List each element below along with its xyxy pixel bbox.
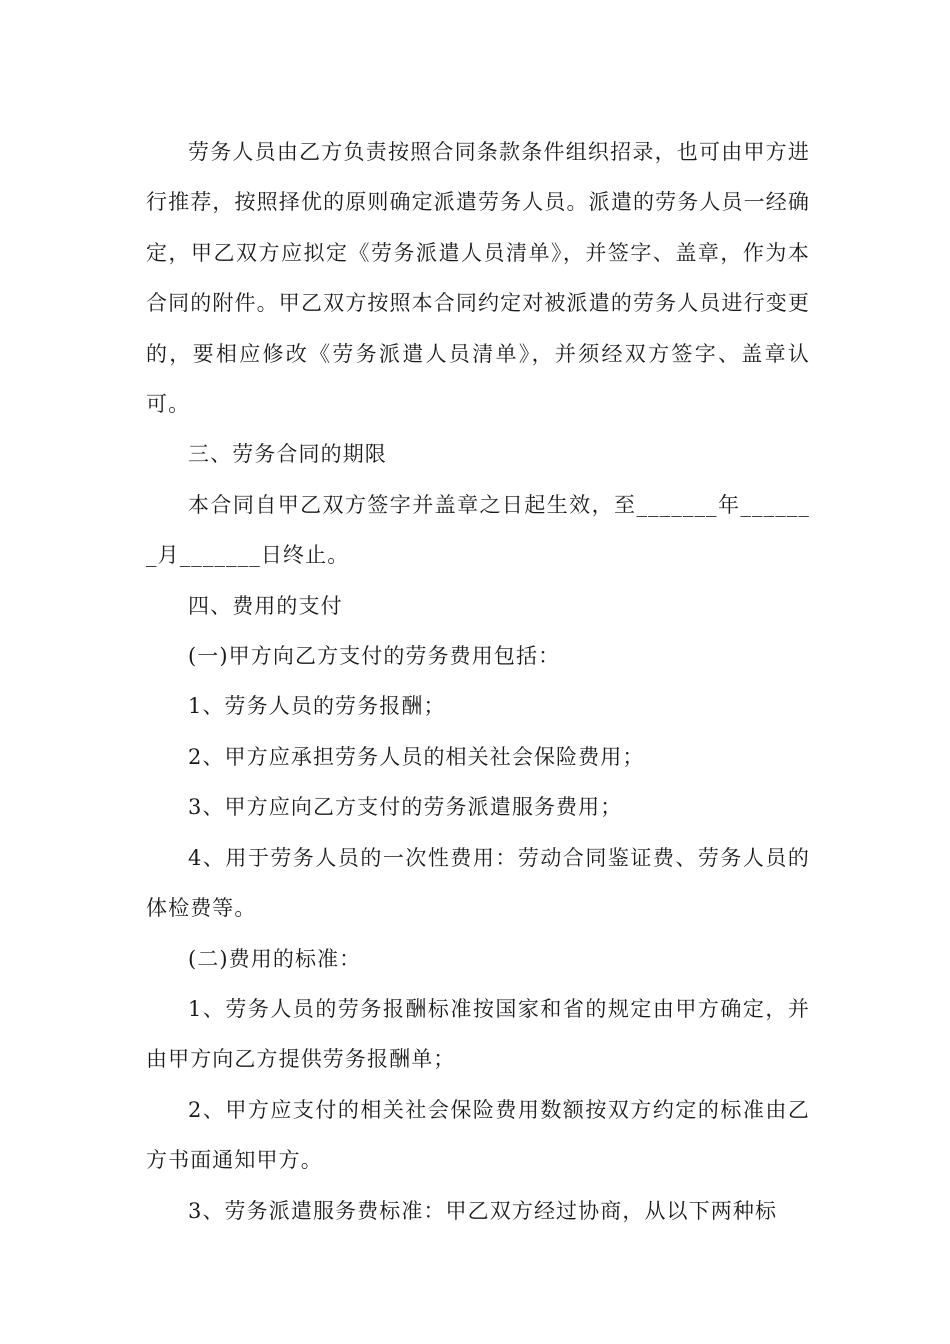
subsection-heading-fee-items: (一)甲方向乙方支付的劳务费用包括： [188,644,561,669]
list-item-fee-3: 3、甲方应向乙方支付的劳务派遣服务费用； [188,795,623,820]
subsection-heading-fee-standard: (二)费用的标准： [188,946,362,971]
list-item-fee-4: 4、用于劳务人员的一次性费用：劳动合同鉴证费、劳务人员的体检费等。 [146,845,810,921]
section-heading-payment: 四、费用的支付 [188,593,343,618]
list-item-fee-2: 2、甲方应承担劳务人员的相关社会保险费用； [188,744,645,769]
document-body [146,127,810,1236]
list-item-standard-3: 3、劳务派遣服务费标准：甲乙双方经过协商，从以下两种标 [188,1198,778,1223]
paragraph-staff-recruitment: 劳务人员由乙方负责按照合同条款条件组织招录，也可由甲方进行推荐，按照择优的原则确定派遣劳务人员。派遣的劳务人员一经确定，甲乙双方应拟定《劳务派遣人员清单》，并签字、盖章，作为本合同的附件。甲乙双方按照本合同约定对被派遣的劳务人员进行变更的，要相应修改《劳务派遣人员清单》，并须经双方签字、盖章认可。 [146,140,810,417]
paragraph-contract-term: 本合同自甲乙双方签字并盖章之日起生效，至_______年_______月_______日终止。 [146,492,810,568]
section-heading-contract-term: 三、劳务合同的期限 [188,442,387,467]
list-item-standard-2: 2、甲方应支付的相关社会保险费用数额按双方约定的标准由乙方书面通知甲方。 [146,1097,810,1173]
list-item-standard-1: 1、劳务人员的劳务报酬标准按国家和省的规定由甲方确定，并由甲方向乙方提供劳务报酬单； [146,996,810,1072]
list-item-fee-1: 1、劳务人员的劳务报酬； [188,694,446,719]
